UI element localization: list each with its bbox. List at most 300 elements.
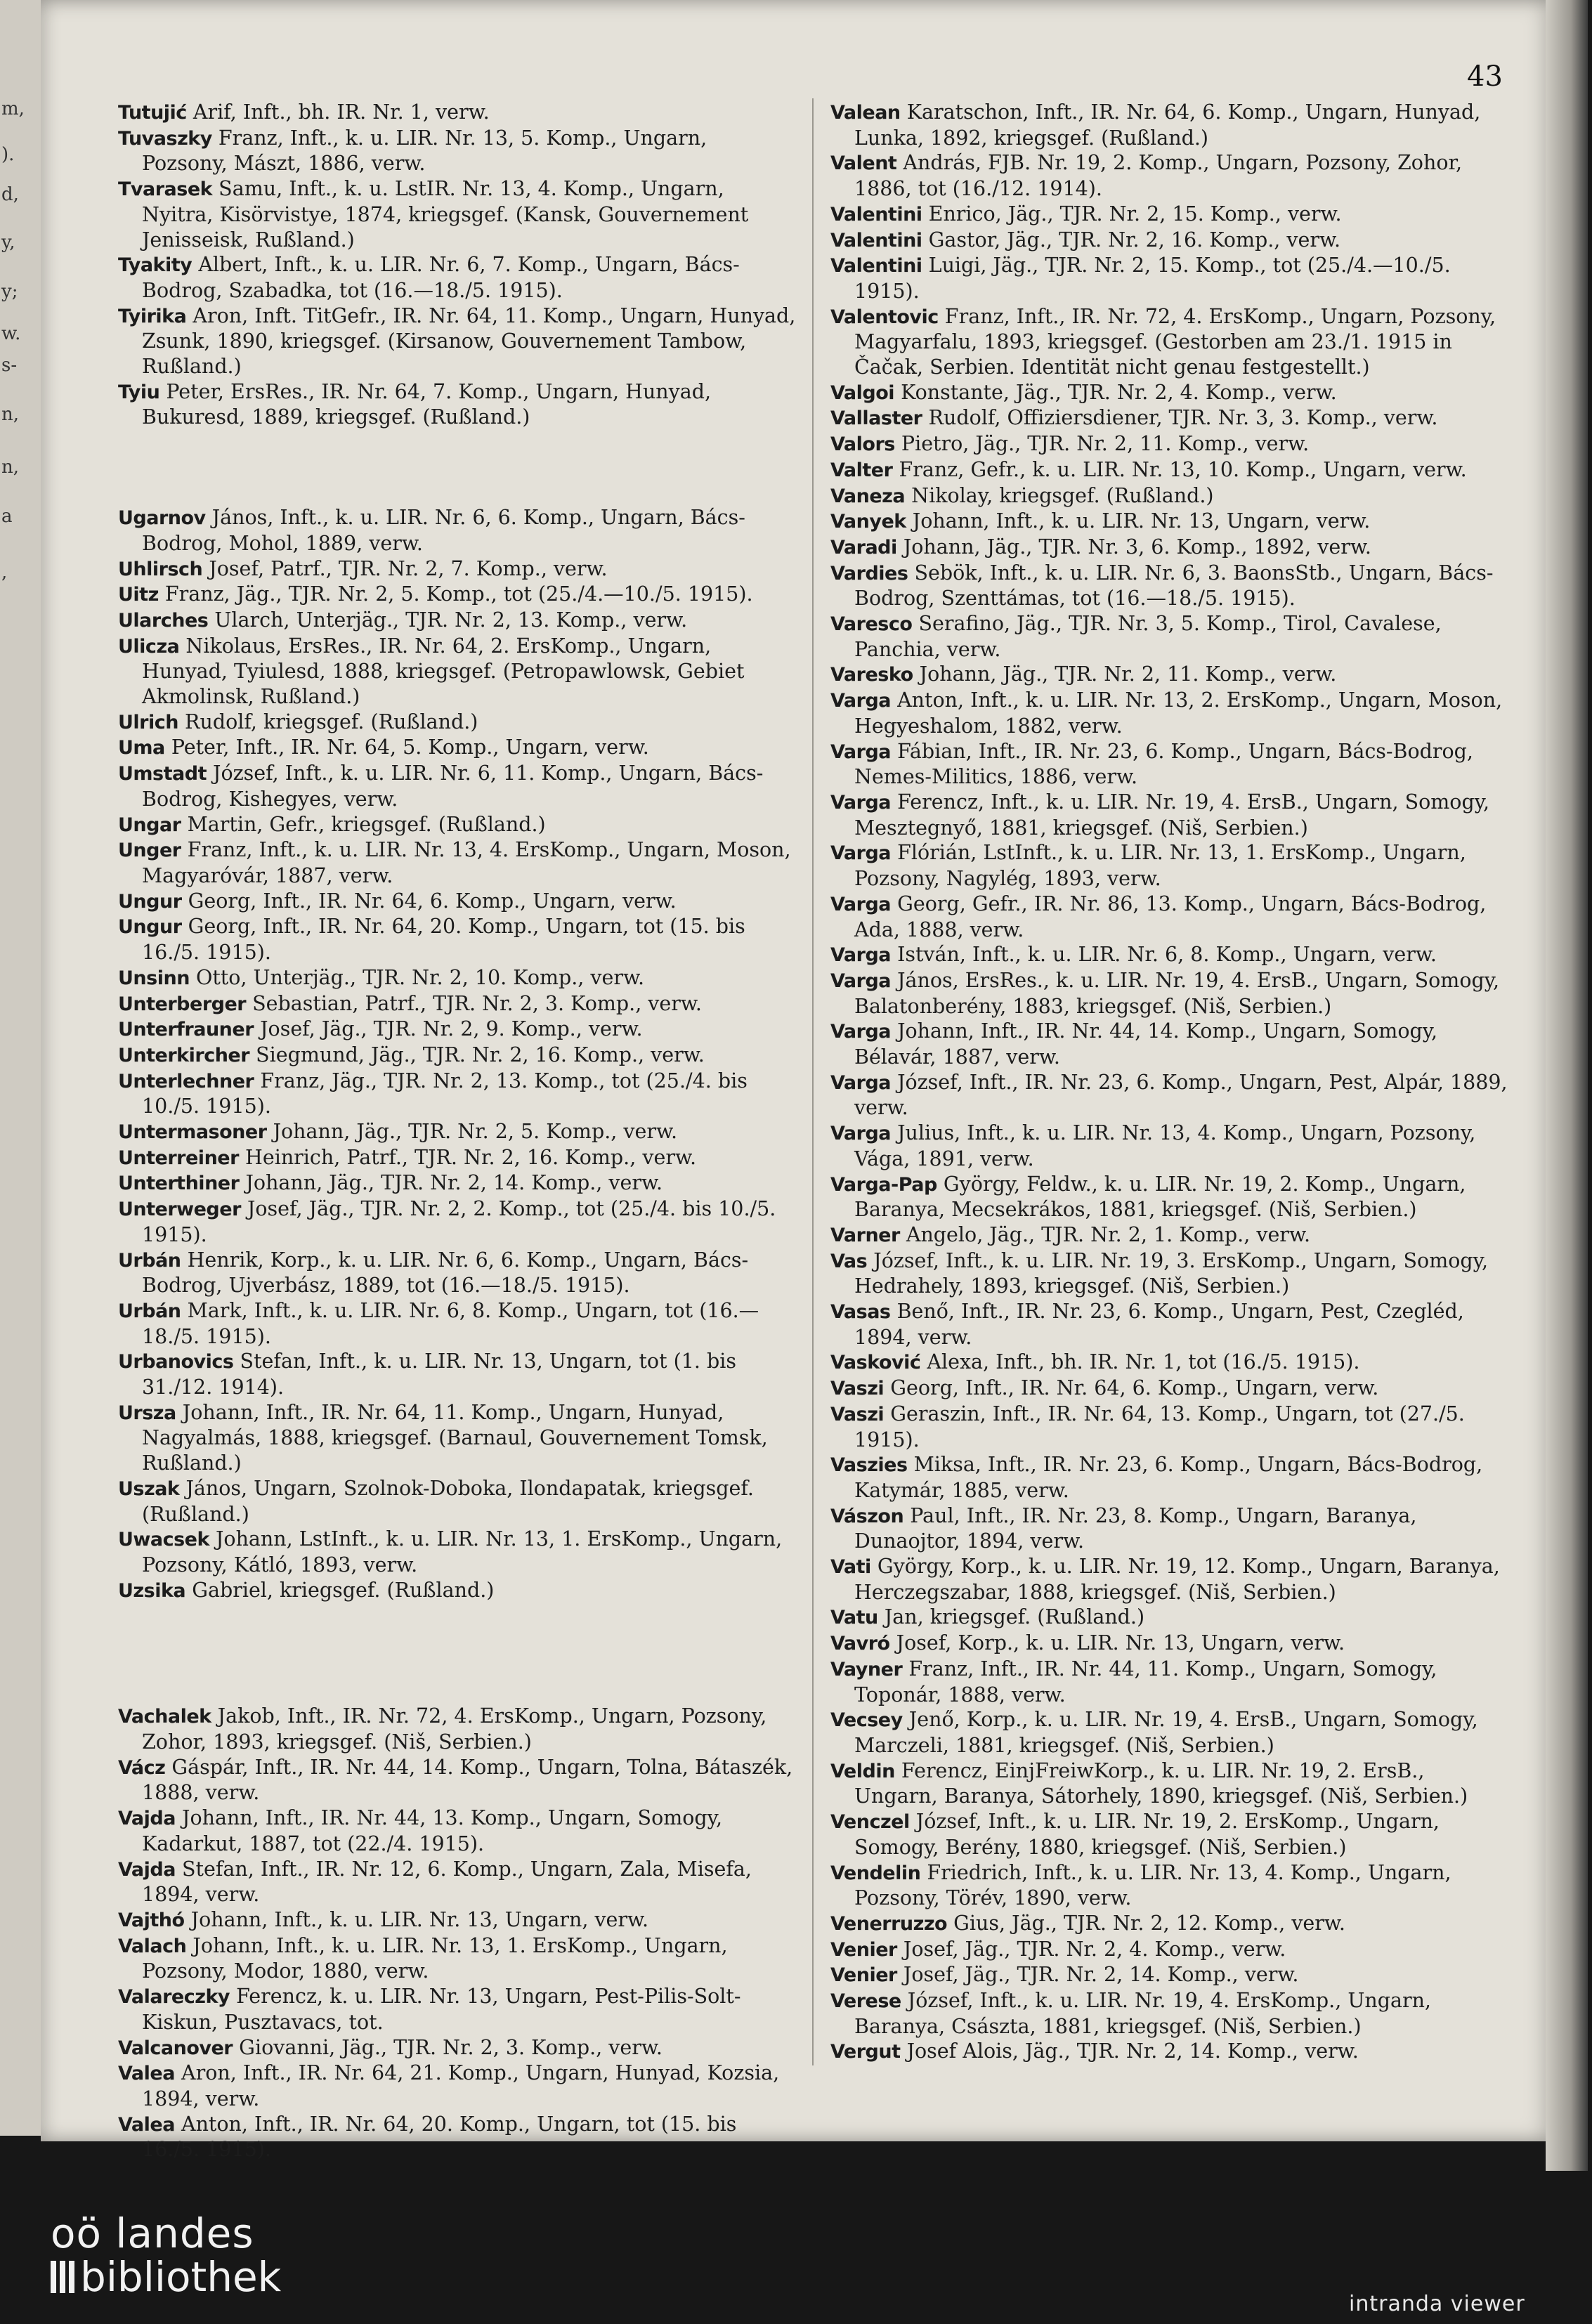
entry-details: Jan, kriegsgef. (Rußland.) — [877, 1605, 1145, 1629]
register-entry — [830, 1248, 1509, 1299]
register-entry — [118, 379, 797, 430]
entry-details: József, Inft., k. u. LIR. Nr. 19, 2. ErsKomp., Ungarn, Somogy, Berény, 1880, kriegsgef. (Niš, Serbien.) — [854, 1810, 1440, 1859]
entry-details: Karatschon, Inft., IR. Nr. 64, 6. Komp., Ungarn, Hunyad, Lunka, 1892, kriegsgef. (Rußland.) — [854, 100, 1481, 150]
entry-surname: Unsinn — [118, 967, 190, 989]
entry-surname: Vati — [830, 1556, 871, 1579]
entry-surname: Unterberger — [118, 993, 247, 1015]
register-entry — [118, 1984, 797, 2035]
register-entry — [830, 1554, 1509, 1605]
entry-details: Gius, Jäg., TJR. Nr. 2, 12. Komp., verw. — [947, 1911, 1345, 1935]
entry-details: Johann, Jäg., TJR. Nr. 2, 11. Komp., verw. — [913, 662, 1337, 686]
register-entry — [118, 1170, 797, 1196]
entry-surname: Tvarasek — [118, 178, 213, 201]
entry-surname: Ursza — [118, 1402, 176, 1424]
entry-surname: Varesco — [830, 613, 913, 636]
register-entry — [830, 431, 1509, 457]
entry-surname: Uhlirsch — [118, 558, 203, 580]
entry-surname: Ulicza — [118, 635, 180, 658]
entry-surname: Varga — [830, 740, 892, 763]
register-entry — [830, 150, 1509, 201]
logo-text-line1: oö landes — [51, 2209, 254, 2257]
entry-surname: Vanyek — [830, 511, 906, 533]
entry-surname: Valentini — [830, 203, 922, 226]
entry-surname: Untermasoner — [118, 1121, 267, 1144]
entry-surname: Valean — [830, 102, 901, 124]
entry-details: Georg, Gefr., IR. Nr. 86, 13. Komp., Ungarn, Bács-Bodrog, Ada, 1888, verw. — [854, 892, 1487, 941]
entry-details: József, Inft., k. u. LIR. Nr. 6, 11. Komp., Ungarn, Bács-Bodrog, Kishegyes, verw. — [142, 762, 764, 811]
entry-surname: Varga — [830, 970, 892, 992]
register-entry — [830, 1962, 1509, 1988]
entry-surname: Valter — [830, 459, 893, 481]
scanned-page — [41, 0, 1558, 2162]
entry-details: Ferencz, Inft., k. u. LIR. Nr. 19, 4. ErsB., Ungarn, Somogy, Mesztegnyő, 1881, kriegsgef. (Niš, Serbien.) — [854, 790, 1490, 840]
register-entry — [830, 304, 1509, 380]
entry-surname: Ulrich — [118, 711, 178, 733]
entry-surname: Valors — [830, 433, 895, 456]
entry-surname: Varga — [830, 791, 892, 814]
strip-fragment: , — [1, 562, 8, 583]
entry-surname: Vecsey — [830, 1709, 903, 1732]
entry-details: József, Inft., IR. Nr. 23, 6. Komp., Ungarn, Pest, Alpár, 1889, verw. — [854, 1070, 1508, 1120]
register-entry — [830, 1605, 1509, 1631]
register-entry — [830, 509, 1509, 535]
entry-surname: Valach — [118, 1935, 187, 1957]
entry-details: Albert, Inft., k. u. LIR. Nr. 6, 7. Komp., Ungarn, Bács-Bodrog, Szabadka, tot (16.—18./5. 1915). — [142, 253, 740, 302]
entry-surname: Urbán — [118, 1300, 181, 1322]
entry-surname: Vallaster — [830, 407, 922, 430]
entry-surname: Varga — [830, 1071, 892, 1094]
section-gap — [118, 1603, 797, 1704]
register-entry — [830, 1937, 1509, 1963]
entry-details: György, Korp., k. u. LIR. Nr. 19, 12. Komp., Ungarn, Baranya, Herczegszabar, 1888, kriegsgef. (Niš, Serbien.) — [854, 1555, 1500, 1604]
entry-surname: Venier — [830, 1964, 897, 1987]
entry-details: Giovanni, Jäg., TJR. Nr. 2, 3. Komp., verw. — [233, 2035, 663, 2059]
entry-surname: Vaneza — [830, 485, 906, 507]
entry-details: Luigi, Jäg., TJR. Nr. 2, 15. Komp., tot (25./4.—10./5. 1915). — [854, 254, 1451, 303]
entry-details: Peter, Inft., IR. Nr. 64, 5. Komp., Ungarn, verw. — [164, 736, 649, 759]
register-entry — [118, 991, 797, 1017]
entry-details: Konstante, Jäg., TJR. Nr. 2, 4. Komp., verw. — [894, 380, 1337, 404]
entry-surname: Tuvaszky — [118, 127, 212, 150]
entry-surname: Venerruzzo — [830, 1912, 948, 1935]
register-entry — [830, 457, 1509, 483]
register-entry — [830, 611, 1509, 662]
logo-line2 — [51, 2255, 281, 2299]
entry-details: Siegmund, Jäg., TJR. Nr. 2, 16. Komp., verw. — [249, 1043, 705, 1066]
entry-surname: Varga — [830, 1021, 892, 1043]
entry-details: György, Feldw., k. u. LIR. Nr. 19, 2. Komp., Ungarn, Baranya, Mecsekrákos, 1881, kriegsgef. (Niš, Serbien.) — [854, 1172, 1466, 1222]
register-entry — [118, 634, 797, 710]
entry-surname: Verese — [830, 1990, 901, 2013]
entry-details: Benő, Inft., IR. Nr. 23, 6. Komp., Ungarn, Pest, Czegléd, 1894, verw. — [854, 1300, 1464, 1349]
entry-surname: Valea — [118, 2063, 175, 2085]
register-entry — [830, 1758, 1509, 1809]
entry-surname: Venier — [830, 1938, 897, 1961]
entry-details: József, Inft., k. u. LIR. Nr. 19, 4. ErsKomp., Ungarn, Baranya, Császta, 1881, kriegsgef. (Niš, Serbien.) — [854, 1989, 1431, 2038]
entry-details: Johann, Jäg., TJR. Nr. 2, 14. Komp., verw. — [239, 1171, 663, 1195]
register-entry — [118, 1069, 797, 1119]
register-entry — [830, 1911, 1509, 1937]
entry-surname: Ungur — [118, 890, 182, 913]
register-entry — [118, 1755, 797, 1806]
entry-surname: Valent — [830, 152, 897, 175]
register-entry — [830, 228, 1509, 254]
entry-details: Jakob, Inft., IR. Nr. 72, 4. ErsKomp., Ungarn, Pozsony, Zohor, 1893, kriegsgef. (Niš, Serbien.) — [142, 1704, 767, 1754]
register-entry — [118, 837, 797, 888]
entry-surname: Vaszies — [830, 1454, 908, 1477]
entry-surname: Tyirika — [118, 305, 187, 327]
register-entry — [118, 812, 797, 838]
register-entry — [118, 1907, 797, 1933]
logo-bars-icon — [51, 2261, 74, 2293]
register-entry — [830, 790, 1509, 840]
entry-surname: Tyakity — [118, 254, 193, 277]
entry-details: Franz, Jäg., TJR. Nr. 2, 13. Komp., tot (25./4. bis 10./5. 1915). — [142, 1069, 748, 1118]
entry-details: Georg, Inft., IR. Nr. 64, 20. Komp., Ungarn, tot (15. bis 16./5. 1915). — [142, 915, 745, 965]
register-entry — [118, 1527, 797, 1577]
entry-details: Gastor, Jäg., TJR. Nr. 2, 16. Komp., verw. — [922, 228, 1341, 252]
register-entry — [118, 1704, 797, 1754]
entry-surname: Vayner — [830, 1658, 903, 1680]
entry-surname: Valentovic — [830, 306, 939, 328]
entry-surname: Vajda — [118, 1858, 176, 1881]
entry-details: Ferencz, k. u. LIR. Nr. 13, Ungarn, Pest-Pilis-Solt-Kiskun, Pusztavacs, tot. — [142, 1985, 741, 2034]
entry-surname: Varga — [830, 944, 892, 967]
entry-details: Johann, Inft., k. u. LIR. Nr. 13, 1. ErsKomp., Ungarn, Pozsony, Modor, 1880, verw. — [142, 1933, 728, 1983]
entry-details: Sebök, Inft., k. u. LIR. Nr. 6, 3. BaonsStb., Ungarn, Bács-Bodrog, Szenttámas, tot (16.—18./5. 1915). — [854, 561, 1494, 611]
entry-details: Johann, Jäg., TJR. Nr. 2, 5. Komp., verw. — [266, 1120, 678, 1144]
register-entry — [118, 2061, 797, 2111]
entry-surname: Varga — [830, 690, 892, 712]
entry-surname: Vaszi — [830, 1403, 885, 1425]
strip-fragment: y, — [1, 232, 15, 253]
entry-surname: Uzsika — [118, 1579, 186, 1602]
register-entry — [118, 252, 797, 303]
register-entry — [118, 1400, 797, 1476]
entry-details: Peter, ErsRes., IR. Nr. 64, 7. Komp., Ungarn, Hunyad, Bukuresd, 1889, kriegsgef. (Rußland.) — [142, 379, 712, 429]
entry-surname: Vatu — [830, 1607, 878, 1629]
entry-details: Gabriel, kriegsgef. (Rußland.) — [185, 1578, 495, 1602]
entry-surname: Vászon — [830, 1505, 904, 1527]
register-entry — [830, 1070, 1509, 1121]
entry-details: Fábian, Inft., IR. Nr. 23, 6. Komp., Ungarn, Bács-Bodrog, Nemes-Militics, 1886, verw. — [854, 739, 1473, 789]
register-entry — [830, 1350, 1509, 1376]
entry-surname: Varga-Pap — [830, 1173, 937, 1196]
entry-surname: Valea — [118, 2113, 175, 2136]
register-entry — [118, 710, 797, 736]
entry-details: Nikolaus, ErsRes., IR. Nr. 64, 2. ErsKomp., Ungarn, Hunyad, Tyiulesd, 1888, kriegsgef. (Petropawlowsk, Gebiet Akmolinsk, Rußland.) — [142, 634, 745, 709]
entry-surname: Vas — [830, 1250, 868, 1272]
entry-surname: Valentini — [830, 255, 922, 278]
strip-fragment: w. — [1, 323, 21, 344]
register-entry — [830, 380, 1509, 406]
entry-surname: Varga — [830, 893, 892, 915]
entry-details: Gáspár, Inft., IR. Nr. 44, 14. Komp., Ungarn, Tolna, Bátaszék, 1888, verw. — [142, 1755, 793, 1805]
register-entry — [830, 561, 1509, 611]
entry-surname: Ugarnov — [118, 507, 206, 530]
entry-surname: Vajthó — [118, 1910, 185, 1931]
register-entry — [830, 1631, 1509, 1657]
entry-surname: Urbán — [118, 1249, 181, 1272]
entry-surname: Unterfrauner — [118, 1019, 254, 1041]
entry-details: János, Ungarn, Szolnok-Doboka, Ilondapatak, kriegsgef. (Rußland.) — [142, 1476, 754, 1526]
register-entry — [118, 1196, 797, 1247]
register-entry — [118, 556, 797, 582]
register-entry — [118, 126, 797, 176]
register-entry — [830, 840, 1509, 891]
entry-surname: Unterkircher — [118, 1044, 250, 1066]
entry-surname: Varga — [830, 1123, 892, 1145]
library-logo — [51, 2209, 282, 2301]
register-entry — [830, 1019, 1509, 1069]
entry-details: Pietro, Jäg., TJR. Nr. 2, 11. Komp., verw. — [894, 432, 1310, 456]
entry-details: Johann, Inft., IR. Nr. 44, 13. Komp., Ungarn, Somogy, Kadarkut, 1887, tot (22./4. 1915). — [142, 1806, 723, 1855]
entry-surname: Varner — [830, 1224, 900, 1246]
entry-details: Enrico, Jäg., TJR. Nr. 2, 15. Komp., verw. — [922, 202, 1342, 226]
entry-surname: Uwacsek — [118, 1529, 209, 1551]
register-entry — [118, 2112, 797, 2162]
entry-details: Friedrich, Inft., k. u. LIR. Nr. 13, 4. Komp., Ungarn, Pozsony, Törév, 1890, verw. — [854, 1860, 1451, 1910]
entry-surname: Valentini — [830, 229, 922, 252]
entry-details: Franz, Inft., k. u. LIR. Nr. 13, 4. ErsKomp., Ungarn, Moson, Magyaróvár, 1887, verw. — [142, 838, 791, 887]
strip-fragment: d, — [1, 184, 19, 205]
entry-details: András, FJB. Nr. 19, 2. Komp., Ungarn, Pozsony, Zohor, 1886, tot (16./12. 1914). — [854, 151, 1463, 201]
entry-surname: Vajda — [118, 1808, 176, 1830]
register-entry — [830, 1376, 1509, 1402]
entry-details: Josef, Korp., k. u. LIR. Nr. 13, Ungarn, verw. — [889, 1631, 1345, 1655]
register-entry — [830, 202, 1509, 228]
entry-details: Ularch, Unterjäg., TJR. Nr. 2, 13. Komp., verw. — [208, 608, 688, 632]
logo-text-line2: bibliothek — [80, 2253, 282, 2301]
entry-details: Anton, Inft., k. u. LIR. Nr. 13, 2. ErsKomp., Ungarn, Moson, Hegyeshalom, 1882, verw. — [854, 688, 1503, 738]
entry-details: Franz, Jäg., TJR. Nr. 2, 5. Komp., tot (25./4.—10./5. 1915). — [158, 582, 753, 606]
strip-fragment: y; — [1, 281, 18, 302]
register-entry — [118, 1017, 797, 1043]
register-entry — [118, 303, 797, 379]
entry-details: Josef, Jäg., TJR. Nr. 2, 2. Komp., tot (25./4. bis 10./5. 1915). — [142, 1197, 776, 1246]
entry-surname: Vergut — [830, 2041, 901, 2063]
entry-surname: Unterthiner — [118, 1173, 240, 1195]
register-entry — [830, 405, 1509, 431]
register-entry — [118, 1857, 797, 1907]
entry-surname: Vachalek — [118, 1706, 211, 1728]
entry-details: Ferencz, EinjFreiwKorp., k. u. LIR. Nr. 19, 2. ErsB., Ungarn, Baranya, Sátorhely, 1890, kriegsgef. (Niš, Serbien.) — [854, 1758, 1468, 1808]
entry-details: Miksa, Inft., IR. Nr. 23, 6. Komp., Ungarn, Bács-Bodrog, Katymár, 1885, verw. — [854, 1453, 1483, 1502]
register-entry — [118, 1349, 797, 1399]
register-entry — [830, 1988, 1509, 2039]
register-entry — [830, 100, 1509, 150]
register-entry — [118, 505, 797, 556]
page-edge — [1546, 0, 1588, 2171]
entry-details: Franz, Inft., IR. Nr. 72, 4. ErsKomp., Ungarn, Pozsony, Magyarfalu, 1893, kriegsgef. (Gestorben am 23./1. 1915 in Čačak, Serbien. Identität nicht genau festgestellt.) — [854, 304, 1496, 379]
register-entry — [830, 942, 1509, 968]
register-entry — [830, 688, 1509, 738]
register-entry — [830, 1707, 1509, 1758]
register-entry — [118, 914, 797, 965]
entry-surname: Unterweger — [118, 1199, 241, 1221]
entry-details: Franz, Gefr., k. u. LIR. Nr. 13, 10. Komp., Ungarn, verw. — [892, 457, 1467, 481]
entry-surname: Tyiu — [118, 381, 160, 403]
entry-surname: Unger — [118, 840, 181, 862]
register-entry — [830, 1172, 1509, 1222]
register-entry — [830, 1860, 1509, 1911]
entry-details: Johann, Inft., IR. Nr. 44, 14. Komp., Ungarn, Somogy, Bélavár, 1887, verw. — [854, 1019, 1438, 1069]
entry-surname: Vardies — [830, 562, 908, 585]
left-column — [118, 100, 797, 2162]
entry-details: Paul, Inft., IR. Nr. 23, 8. Komp., Ungarn, Baranya, Dunaojtor, 1894, verw. — [854, 1503, 1417, 1553]
register-entry — [118, 1933, 797, 1984]
entry-details: Johann, Jäg., TJR. Nr. 3, 6. Komp., 1892, verw. — [896, 535, 1371, 559]
entry-details: Julius, Inft., k. u. LIR. Nr. 13, 4. Komp., Ungarn, Pozsony, Vága, 1891, verw. — [854, 1121, 1476, 1170]
entry-surname: Unterlechner — [118, 1070, 254, 1092]
entry-details: Anton, Inft., IR. Nr. 64, 20. Komp., Ungarn, tot (15. bis 16./5. 1915). — [142, 2112, 737, 2162]
entry-details: Geraszin, Inft., IR. Nr. 64, 13. Komp., Ungarn, tot (27./5. 1915). — [854, 1402, 1465, 1451]
previous-page-edge — [0, 0, 41, 2136]
entry-details: Josef Alois, Jäg., TJR. Nr. 2, 14. Komp., verw. — [900, 2039, 1359, 2063]
register-entry — [830, 1452, 1509, 1503]
entry-surname: Veldin — [830, 1760, 895, 1782]
entry-details: Henrik, Korp., k. u. LIR. Nr. 6, 6. Komp., Ungarn, Bács-Bodrog, Ujverbász, 1889, tot (16.—18./5. 1915). — [142, 1248, 749, 1298]
entry-details: Alexa, Inft., bh. IR. Nr. 1, tot (16./5. 1915). — [920, 1350, 1360, 1374]
entry-details: Josef, Jäg., TJR. Nr. 2, 4. Komp., verw. — [896, 1937, 1286, 1961]
entry-surname: Valareczky — [118, 1986, 230, 2009]
column-divider — [812, 98, 814, 2065]
entry-surname: Varadi — [830, 536, 897, 559]
entry-details: Martin, Gefr., kriegsgef. (Rußland.) — [181, 812, 546, 836]
register-entry — [830, 1222, 1509, 1248]
entry-details: Josef, Jäg., TJR. Nr. 2, 14. Komp., verw. — [896, 1963, 1299, 1987]
entry-surname: Vendelin — [830, 1862, 921, 1884]
register-entry — [830, 483, 1509, 509]
entry-details: Flórián, LstInft., k. u. LIR. Nr. 13, 1. ErsKomp., Ungarn, Pozsony, Nagylég, 1893, verw. — [854, 841, 1466, 891]
entry-surname: Uitz — [118, 584, 159, 606]
register-entry — [118, 1145, 797, 1171]
register-entry — [830, 1503, 1509, 1554]
entry-details: János, Inft., k. u. LIR. Nr. 6, 6. Komp., Ungarn, Bács-Bodrog, Mohol, 1889, verw. — [142, 506, 745, 555]
entry-details: Sebastian, Patrf., TJR. Nr. 2, 3. Komp., verw. — [246, 991, 702, 1015]
entry-details: Samu, Inft., k. u. LstIR. Nr. 13, 4. Komp., Ungarn, Nyitra, Kisörvistye, 1874, kriegsgef. (Kansk, Gouvernement Jenisseisk, Rußland.) — [142, 177, 749, 252]
entry-details: Franz, Inft., k. u. LIR. Nr. 13, 5. Komp., Ungarn, Pozsony, Mászt, 1886, verw. — [142, 126, 707, 176]
register-entry — [118, 1578, 797, 1604]
entry-details: János, ErsRes., k. u. LIR. Nr. 19, 4. ErsB., Ungarn, Somogy, Balatonberény, 1883, kriegsgef. (Niš, Serbien.) — [854, 968, 1500, 1018]
entry-details: Otto, Unterjäg., TJR. Nr. 2, 10. Komp., verw. — [189, 965, 645, 989]
register-entry — [830, 1299, 1509, 1350]
register-entry — [830, 1402, 1509, 1452]
register-entry — [118, 2035, 797, 2061]
entry-surname: Ungar — [118, 814, 181, 836]
entry-details: István, Inft., k. u. LIR. Nr. 6, 8. Komp., Ungarn, verw. — [891, 943, 1437, 967]
entry-details: Angelo, Jäg., TJR. Nr. 2, 1. Komp., verw. — [899, 1222, 1311, 1246]
entry-surname: Vasković — [830, 1352, 921, 1374]
entry-details: Johann, Inft., k. u. LIR. Nr. 13, Ungarn, verw. — [906, 509, 1371, 533]
strip-fragment: n, — [1, 457, 20, 478]
entry-surname: Vaszi — [830, 1378, 885, 1400]
register-entry — [830, 535, 1509, 561]
register-entry — [118, 965, 797, 991]
entry-surname: Vavró — [830, 1633, 890, 1655]
entry-details: Stefan, Inft., k. u. LIR. Nr. 13, Ungarn, tot (1. bis 31./12. 1914). — [142, 1350, 736, 1399]
entry-details: Aron, Inft. TitGefr., IR. Nr. 64, 11. Komp., Ungarn, Hunyad, Zsunk, 1890, kriegsgef. (Kirsanow, Gouvernement Tambow, Rußland.) — [142, 303, 796, 379]
entry-surname: Valcanover — [118, 2037, 233, 2059]
entry-details: Johann, LstInft., k. u. LIR. Nr. 13, 1. ErsKomp., Ungarn, Pozsony, Kátló, 1893, verw. — [142, 1527, 783, 1576]
register-entry — [118, 735, 797, 761]
section-gap — [118, 430, 797, 505]
register-entry — [830, 2039, 1509, 2065]
entry-details: Rudolf, Offiziersdiener, TJR. Nr. 3, 3. Komp., verw. — [922, 406, 1438, 430]
entry-surname: Valgoi — [830, 381, 895, 404]
entry-surname: Umstadt — [118, 763, 207, 785]
register-entry — [118, 1806, 797, 1856]
entry-surname: Vácz — [118, 1756, 166, 1779]
entry-details: Josef, Jäg., TJR. Nr. 2, 9. Komp., verw. — [254, 1017, 643, 1041]
entry-details: Johann, Inft., k. u. LIR. Nr. 13, Ungarn, verw. — [184, 1908, 649, 1931]
entry-surname: Urbanovics — [118, 1351, 234, 1373]
entry-details: Jenő, Korp., k. u. LIR. Nr. 19, 4. ErsB., Ungarn, Somogy, Marczeli, 1881, kriegsgef. (Niš, Serbien.) — [854, 1708, 1478, 1757]
register-entry — [118, 889, 797, 915]
register-entry — [118, 1248, 797, 1298]
register-entry — [118, 608, 797, 634]
entry-details: Nikolay, kriegsgef. (Rußland.) — [905, 483, 1214, 507]
register-entry — [830, 968, 1509, 1019]
strip-fragment: n, — [1, 404, 20, 425]
entry-surname: Vasas — [830, 1301, 891, 1324]
register-entry — [830, 1809, 1509, 1860]
strip-fragment: a — [1, 506, 13, 527]
entry-details: Rudolf, kriegsgef. (Rußland.) — [178, 710, 478, 733]
register-entry — [118, 582, 797, 608]
register-entry — [830, 1121, 1509, 1171]
register-entry — [830, 662, 1509, 688]
entry-details: Stefan, Inft., IR. Nr. 12, 6. Komp., Ungarn, Zala, Misefa, 1894, verw. — [142, 1857, 752, 1907]
entry-surname: Unterreiner — [118, 1147, 239, 1169]
entry-surname: Uszak — [118, 1477, 180, 1500]
register-entry — [118, 1476, 797, 1527]
entry-details: Serafino, Jäg., TJR. Nr. 3, 5. Komp., Tirol, Cavalese, Panchia, verw. — [854, 612, 1442, 661]
entry-details: Franz, Inft., IR. Nr. 44, 11. Komp., Ungarn, Somogy, Toponár, 1888, verw. — [854, 1657, 1437, 1706]
entry-details: Mark, Inft., k. u. LIR. Nr. 6, 8. Komp., Ungarn, tot (16.—18./5. 1915). — [142, 1298, 759, 1348]
entry-details: Aron, Inft., IR. Nr. 64, 21. Komp., Ungarn, Hunyad, Kozsia, 1894, verw. — [142, 2061, 780, 2110]
page-number: 43 — [1467, 60, 1503, 93]
entry-surname: Tutujić — [118, 102, 187, 124]
entry-surname: Varesko — [830, 664, 913, 686]
strip-fragment: m, — [1, 98, 25, 119]
entry-surname: Varga — [830, 842, 892, 865]
register-entry — [830, 739, 1509, 790]
entry-surname: Ularches — [118, 609, 209, 632]
register-entry — [118, 100, 797, 126]
right-column — [830, 100, 1509, 2065]
register-entry — [830, 253, 1509, 303]
register-entry — [830, 1657, 1509, 1707]
viewer-label: intranda viewer — [1349, 2292, 1525, 2316]
entry-surname: Uma — [118, 737, 165, 759]
register-entry — [118, 1298, 797, 1349]
entry-surname: Ungur — [118, 916, 182, 939]
register-entry — [118, 1119, 797, 1145]
entry-details: József, Inft., k. u. LIR. Nr. 19, 3. ErsKomp., Ungarn, Somogy, Hedrahely, 1893, kriegsgef. (Niš, Serbien.) — [854, 1248, 1488, 1298]
entry-details: Heinrich, Patrf., TJR. Nr. 2, 16. Komp., verw. — [238, 1145, 697, 1169]
register-entry — [830, 892, 1509, 942]
entry-details: Georg, Inft., IR. Nr. 64, 6. Komp., Ungarn, verw. — [181, 889, 677, 913]
entry-details: Georg, Inft., IR. Nr. 64, 6. Komp., Ungarn, verw. — [884, 1376, 1379, 1400]
entry-surname: Venczel — [830, 1811, 910, 1834]
register-entry — [118, 176, 797, 252]
register-entry — [118, 1043, 797, 1069]
register-entry — [118, 761, 797, 811]
strip-fragment: ). — [1, 144, 15, 165]
entry-details: Josef, Patrf., TJR. Nr. 2, 7. Komp., verw. — [202, 556, 608, 580]
entry-details: Johann, Inft., IR. Nr. 64, 11. Komp., Ungarn, Hunyad, Nagyalmás, 1888, kriegsgef. (Barnaul, Gouvernement Tomsk, Rußland.) — [142, 1400, 768, 1475]
